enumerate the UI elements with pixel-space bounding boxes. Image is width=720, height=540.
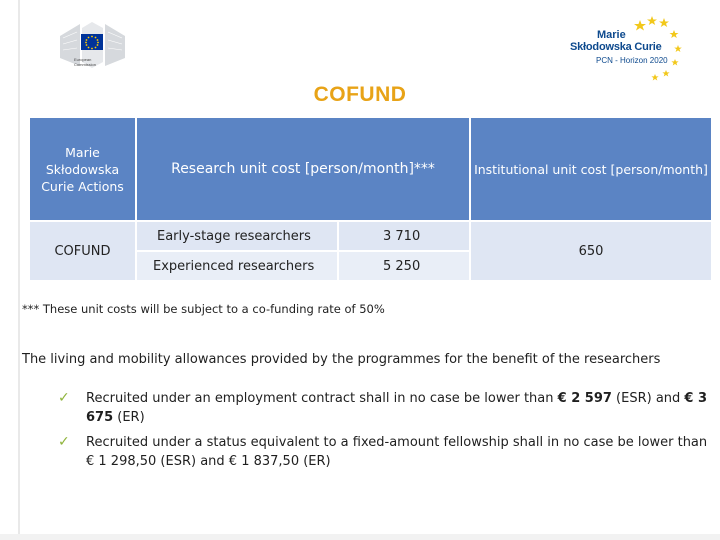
- msca-logo-line2: Skłodowska Curie: [570, 41, 662, 53]
- bullet-text: Recruited under a status equivalent to a fixed-amount fellowship shall in no case be lower than € 1 298,50 (ESR) and € 1 837,50 (ER): [86, 435, 708, 469]
- table-header-institutional-unit-cost: Institutional unit cost [person/month]: [471, 118, 711, 220]
- footnote: *** These unit costs will be subject to a co-funding rate of 50%: [22, 302, 385, 316]
- amount-esr: € 2 597: [557, 391, 612, 406]
- page-title: COFUND: [313, 83, 407, 106]
- table-header-research-unit-cost: Research unit cost [person/month]***: [137, 118, 469, 220]
- allowances-lead-text: The living and mobility allowances provided by the programmes for the benefit of the researchers: [22, 352, 661, 367]
- list-item: [58, 433, 708, 471]
- list-item: [58, 389, 708, 427]
- table-cell-value: 5 250: [339, 252, 469, 280]
- table-row-label: COFUND: [30, 222, 135, 280]
- bullet-text: (ESR) and: [611, 391, 685, 406]
- msca-logo-line3: PCN - Horizon 2020: [596, 56, 668, 65]
- ec-logo-caption: European Commission: [74, 57, 97, 67]
- checkmark-icon: ✓: [58, 434, 70, 450]
- table-cell-institutional-value: 650: [471, 222, 711, 280]
- left-divider-line: [18, 0, 20, 540]
- bottom-bar: [0, 534, 720, 540]
- amount-er: € 3 675: [86, 391, 708, 425]
- checkmark-icon: ✓: [58, 390, 70, 406]
- bullet-text: (ER): [113, 410, 145, 425]
- table-header-actions: Marie Skłodowska Curie Actions: [30, 118, 135, 220]
- table-cell-category: Experienced researchers: [137, 252, 337, 280]
- table-cell-category: Early-stage researchers: [137, 222, 337, 250]
- msca-logo-line1: Marie: [597, 29, 626, 41]
- table-cell-value: 3 710: [339, 222, 469, 250]
- left-margin-bar: [0, 0, 19, 540]
- bullet-text: Recruited under an employment contract shall in no case be lower than: [86, 391, 558, 406]
